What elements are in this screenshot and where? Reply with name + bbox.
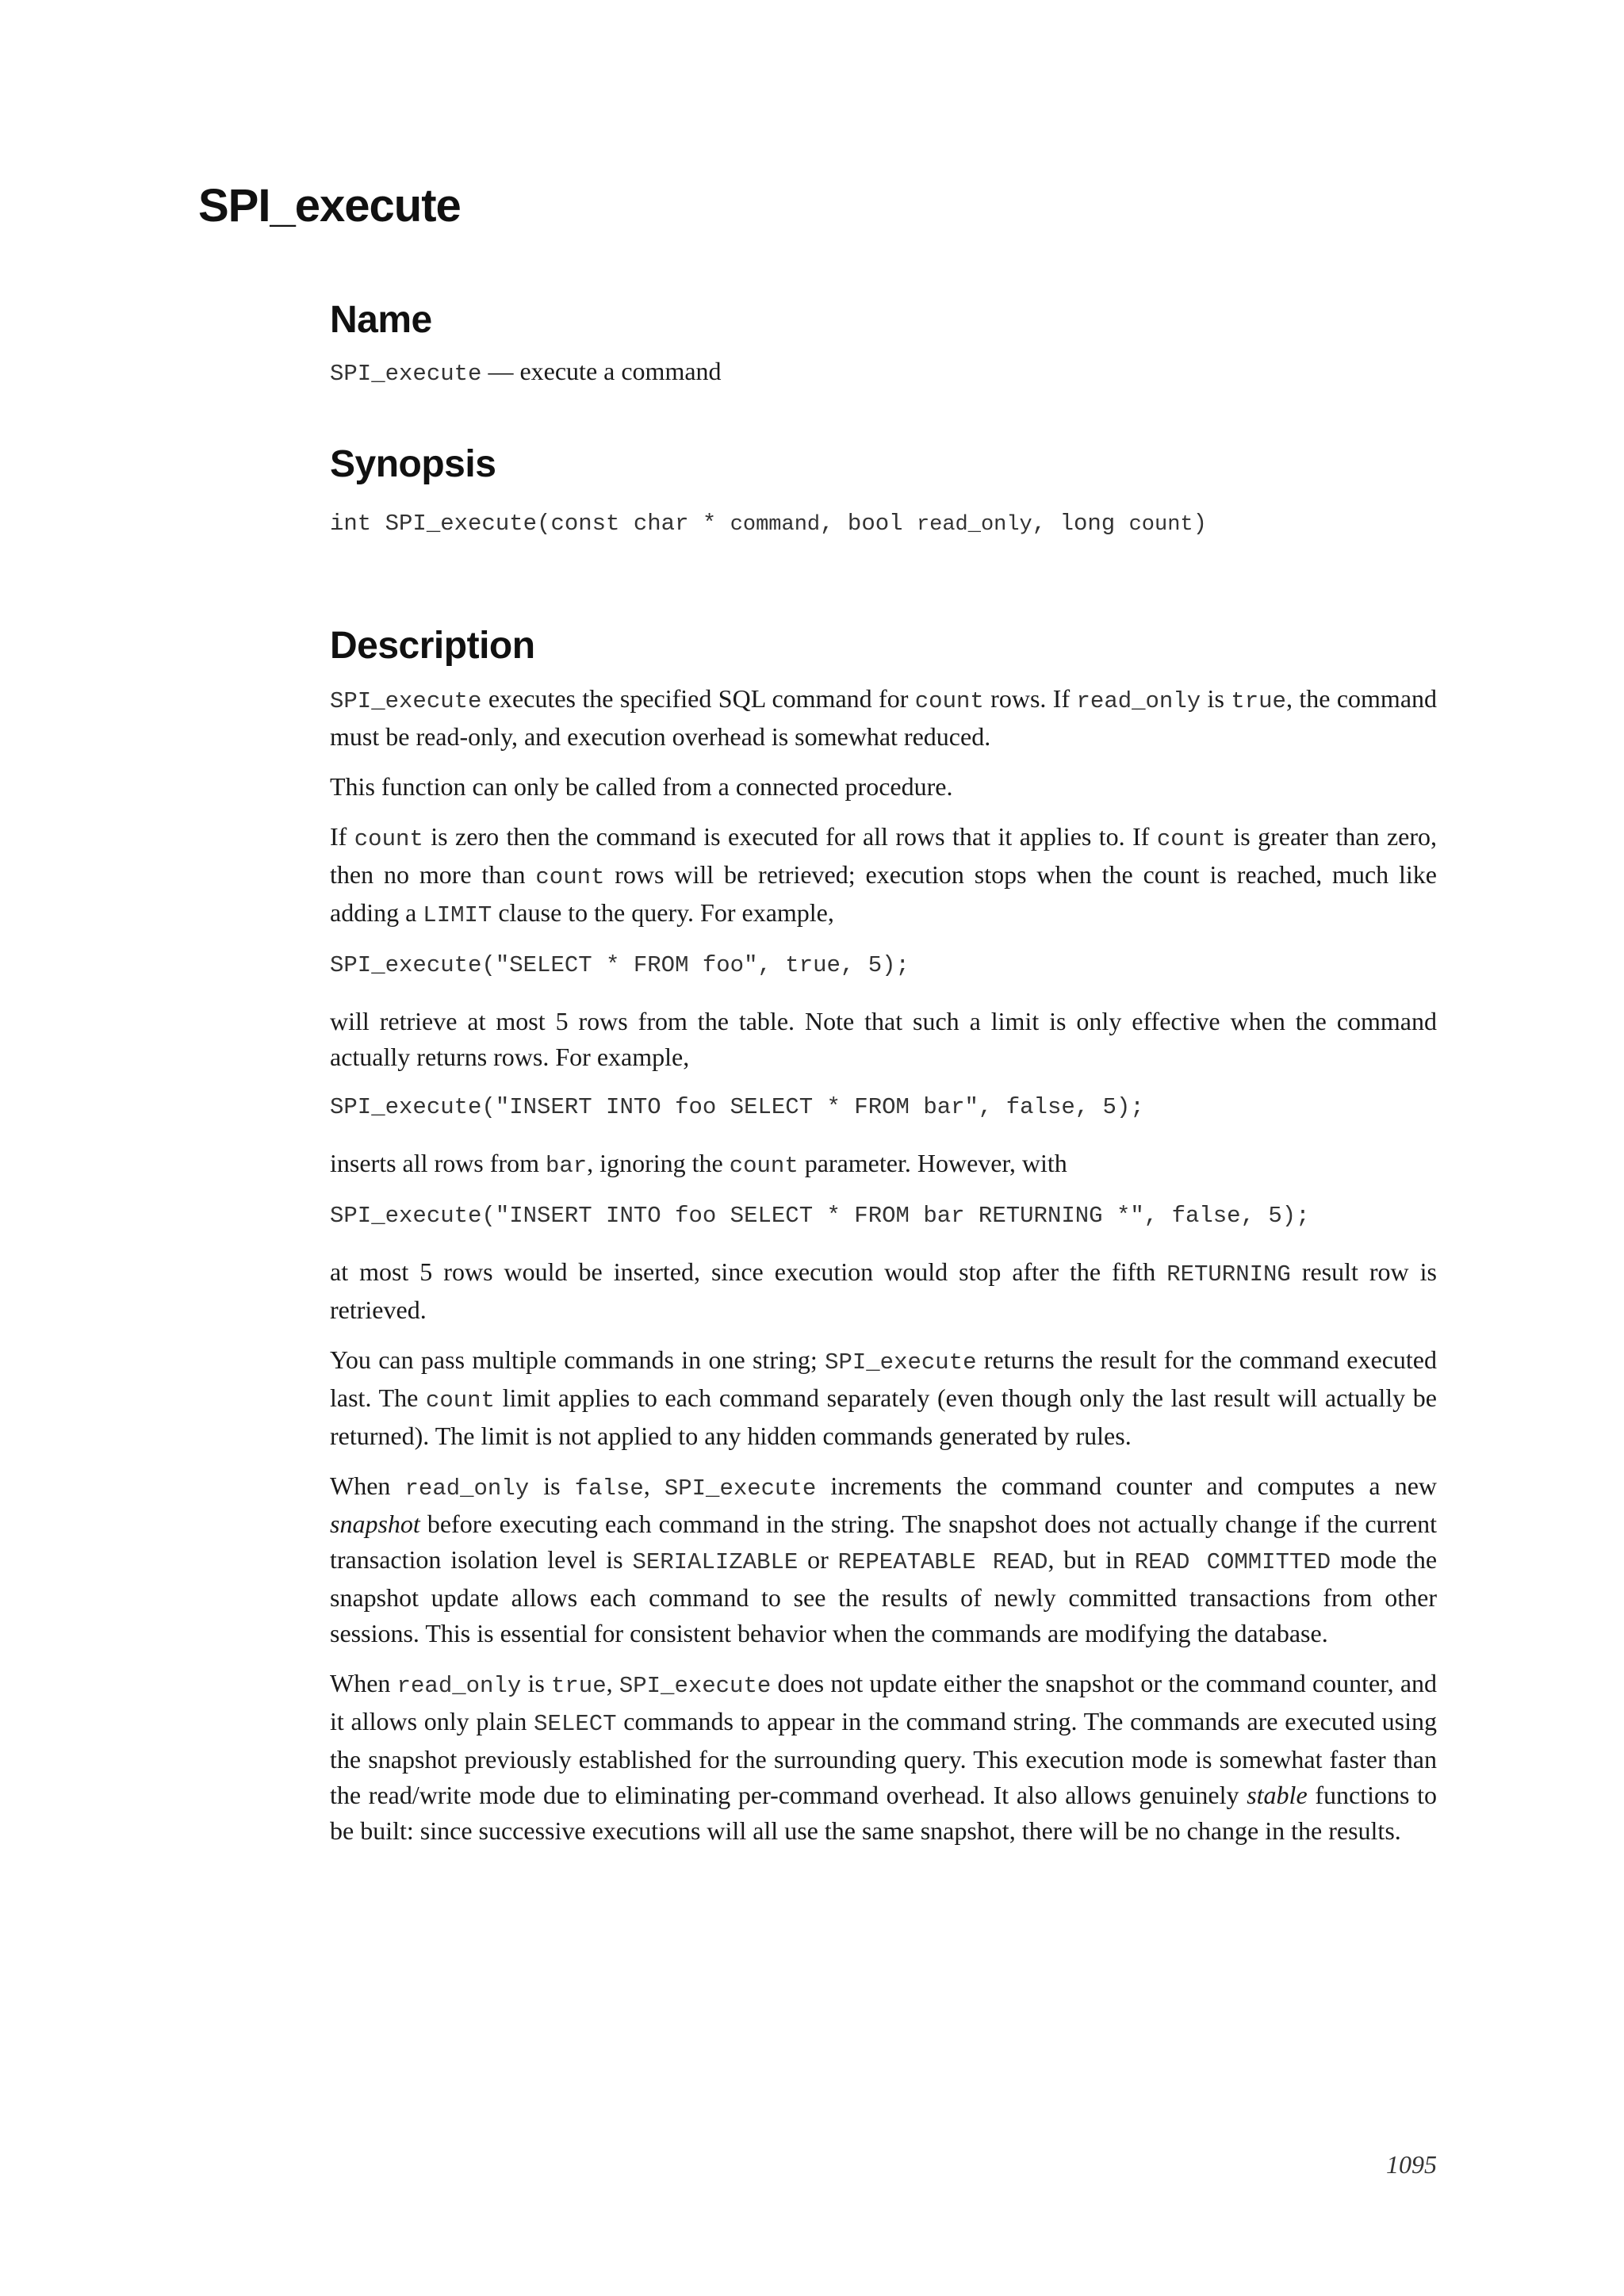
text-run: mode the snapshot update allows each command to see the results of newly committed transactions from other sessions. This is essential for consistent behavior when the commands are modifying the database. <box>330 1545 1438 1647</box>
text-run: is zero then the command is executed for all rows that it applies to. If <box>423 822 1157 851</box>
description-paragraph <box>330 1146 1437 1184</box>
text-run: , ignoring the <box>587 1149 730 1177</box>
function-signature <box>330 506 1437 543</box>
synopsis-section <box>330 439 1437 543</box>
code-example: SPI_execute("SELECT * FROM foo", true, 5); <box>330 952 910 978</box>
inline-code: read_only <box>396 1673 522 1699</box>
text-run: , but in <box>1048 1545 1135 1574</box>
description-heading: Description <box>330 625 535 667</box>
text-run: is greater than zero, then no more than <box>330 822 1438 889</box>
inline-code: RETURNING <box>1166 1261 1291 1288</box>
name-heading: Name <box>330 299 432 341</box>
text-run: is <box>521 1669 551 1697</box>
text-run: limit applies to each command separately (even though only the last result will actually be returned). The limit is not applied to any hidden commands generated by rules. <box>330 1383 1437 1450</box>
emphasis: stable <box>1247 1781 1308 1809</box>
param-read-only: read_only <box>916 513 1032 537</box>
text-run: When <box>330 1669 397 1697</box>
page-title: SPI_execute <box>198 180 461 232</box>
text-run: functions to be built: since successive executions will all use the same snapshot, there will be no change in the results. <box>330 1781 1438 1845</box>
param-count: count <box>1128 513 1193 537</box>
code-example: SPI_execute("INSERT INTO foo SELECT * FROM bar", false, 5); <box>330 1094 1144 1120</box>
text-run: result row is retrieved. <box>330 1257 1438 1324</box>
function-summary: execute a command <box>519 357 722 385</box>
text-run: , <box>606 1669 619 1697</box>
text-run: at most 5 rows would be inserted, since execution would stop after the fifth <box>330 1257 1167 1286</box>
description-paragraph <box>330 819 1437 933</box>
text-run: inserts all rows from <box>330 1149 546 1177</box>
inline-code: false <box>574 1475 644 1502</box>
description-section <box>330 621 1437 1849</box>
text-run: is <box>529 1471 575 1500</box>
description-paragraph: This function can only be called from a connected procedure. <box>330 772 953 801</box>
description-paragraph <box>330 681 1437 755</box>
name-line <box>330 354 1437 392</box>
inline-code: count <box>729 1153 799 1179</box>
text-run: parameter. However, with <box>798 1149 1067 1177</box>
inline-code: LIMIT <box>423 902 492 928</box>
inline-code: count <box>914 688 984 714</box>
description-paragraph: will retrieve at most 5 rows from the table. Note that such a limit is only effective when the command actually returns rows. For example, <box>330 1007 1437 1071</box>
inline-code: count <box>425 1387 495 1414</box>
signature-part: , bool <box>820 511 917 537</box>
page-number: 1095 <box>1386 2150 1437 2179</box>
inline-code: count <box>535 864 605 890</box>
name-section <box>330 295 1437 392</box>
inline-code: read_only <box>1076 688 1201 714</box>
text-run: clause to the query. For example, <box>492 898 834 927</box>
synopsis-heading: Synopsis <box>330 443 496 485</box>
inline-code: SPI_execute <box>619 1673 772 1699</box>
code-example: SPI_execute("INSERT INTO foo SELECT * FROM bar RETURNING *", false, 5); <box>330 1203 1310 1229</box>
inline-code: true <box>551 1673 607 1699</box>
signature-part: , long <box>1032 511 1129 537</box>
text-run: before executing each command in the string. The snapshot does not actually change if the current transaction isolation level is <box>330 1510 1437 1574</box>
param-command: command <box>730 513 821 537</box>
inline-code: count <box>354 826 423 852</box>
description-paragraph <box>330 1254 1437 1328</box>
name-dash: — <box>481 357 520 385</box>
inline-code: SPI_execute <box>825 1349 977 1376</box>
inline-code: SERIALIZABLE <box>632 1549 799 1575</box>
inline-code: REPEATABLE READ <box>837 1549 1048 1575</box>
text-run: executes the specified SQL command for <box>481 684 915 713</box>
text-run: does not update either the snapshot or the command counter, and it allows only plain <box>330 1669 1438 1735</box>
function-name: SPI_execute <box>330 361 482 387</box>
text-run: When <box>330 1471 405 1500</box>
inline-code: bar <box>545 1153 588 1179</box>
description-paragraph <box>330 1468 1437 1651</box>
inline-code: SPI_execute <box>330 688 482 714</box>
text-run: You can pass multiple commands in one string; <box>330 1345 825 1374</box>
inline-code: SELECT <box>534 1711 617 1737</box>
text-run: , <box>643 1471 665 1500</box>
inline-code: SPI_execute <box>664 1475 817 1502</box>
text-run: is <box>1201 684 1231 713</box>
text-run: increments the command counter and computes a new <box>816 1471 1438 1500</box>
description-paragraph <box>330 1342 1437 1454</box>
inline-code: count <box>1156 826 1226 852</box>
signature-prefix: int SPI_execute(const char * <box>330 511 730 537</box>
text-run: If <box>330 822 354 851</box>
text-run: rows. If <box>983 684 1077 713</box>
text-run: or <box>798 1545 838 1574</box>
signature-suffix: ) <box>1193 511 1208 537</box>
emphasis: snapshot <box>330 1510 420 1538</box>
text-run: commands to appear in the command string. The commands are executed using the snapshot previously established for the surrounding query. This execution mode is somewhat faster than the read/write mode due to eliminating per-command overhead. It also allows genuinely <box>330 1707 1438 1809</box>
text-run: , the command must be read-only, and execution overhead is somewhat reduced. <box>330 684 1438 751</box>
text-run: returns the result for the command executed last. The <box>330 1345 1438 1412</box>
description-paragraph <box>330 1666 1437 1849</box>
reference-content <box>330 295 1437 1863</box>
inline-code: true <box>1231 688 1286 714</box>
text-run: rows will be retrieved; execution stops when the count is reached, much like adding a <box>330 860 1438 927</box>
inline-code: read_only <box>404 1475 530 1502</box>
inline-code: READ COMMITTED <box>1134 1549 1331 1575</box>
